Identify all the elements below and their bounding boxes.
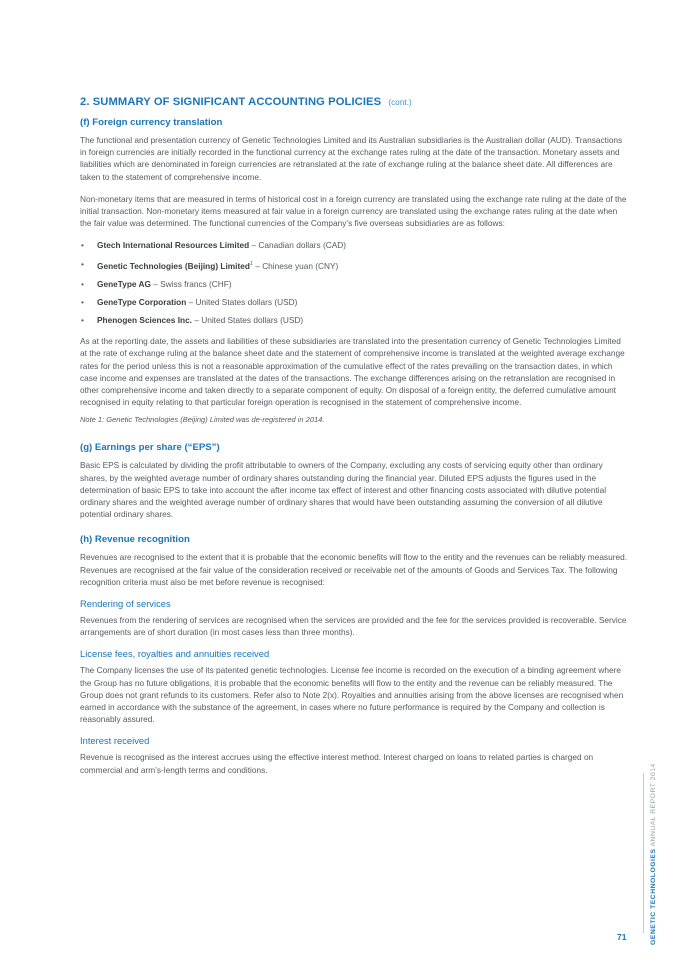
eps-paragraph: Basic EPS is calculated by dividing the profit attributable to owners of the Company, excluding any costs of servicing equity other than ordinary shares, by the weighted average number of ordinary shares outstanding during the financial year. Diluted EPS adjusts the figures used in the determination of basic EPS to take into account the after income tax effect of interest and other financing costs associated with dilutive potential ordinary shares and the weighted average number of ordinary shares that would have been outstanding assuming the conversion of all dilutive potential ordinary shares. (80, 460, 607, 520)
heading-revenue-recognition: (h) Revenue recognition (80, 534, 190, 546)
foreign-currency-paragraph-1: The functional and presentation currency of Genetic Technologies Limited and its Australian subsidiaries is the Australian dollar (AUD). Transactions in foreign currencies are initially recorded in the functional currency at the exchange rates ruling at the date of the transaction. Monetary assets and liabilities which are denominated in foreign currencies are retranslated at the rate of exchange ruling at the balance sheet date. All differences are taken to the statement of comprehensive income. (80, 135, 623, 182)
subsidiary-currency: – Swiss francs (CHF) (150, 278, 232, 289)
list-item (80, 278, 628, 290)
subsidiary-name: GeneType Corporation (97, 296, 187, 307)
section-title (80, 96, 628, 108)
license-paragraph: The Company licenses the use of its patented genetic technologies. License fee income is recorded on the execution of a binding agreement where the Group has no future obligations, it is probable that the economic benefits will flow to the entity and the revenue can be reliably measured. The Group does not grant refunds to its customers. Refer also to Note 2(x). Royalties and annuities arising from the above licenses are recognised when earned in accordance with the substance of the agreement, in cases where no future performance is required by the Company and collection is reasonably assured. (80, 665, 624, 725)
subsidiary-name: GeneType AG (97, 278, 151, 289)
footnote: Note 1: Genetic Technologies (Beijing) Limited was de-registered in 2014. (80, 415, 325, 425)
heading-foreign-currency: (f) Foreign currency translation (80, 117, 223, 128)
heading-license-fees: License fees, royalties and annuities received (80, 648, 270, 660)
heading-interest-received: Interest received (80, 735, 150, 747)
subsidiary-currency: – Canadian dollars (CAD) (249, 240, 346, 251)
subsidiary-name: Phenogen Sciences Inc. (97, 315, 192, 325)
list-item (80, 258, 628, 272)
footnote-marker: 1 (249, 260, 253, 267)
foreign-currency-paragraph-3: As at the reporting date, the assets and liabilities of these subsidiaries are translated into the presentation currency of Genetic Technologies Limited at the rate of exchange ruling at the balance sheet date and the statement of comprehensive income is translated at the weighted average exchange rates for the period unless this is not a reasonable approximation of the cumulative effect of the rates prevailing on the transaction dates, in which case income and expenses are translated at the dates of the transactions. The exchange differences arising on the retranslation are recognised in other comprehensive income and taken directly to a separate component of equity. On disposal of a foreign entity, the deferred cumulative amount recognised in equity relating to that particular foreign operation is recognised in the statement of comprehensive income. (80, 336, 625, 408)
foreign-currency-paragraph-2: Non-monetary items that are measured in terms of historical cost in a foreign currency are translated using the exchange rate ruling at the date of the initial transaction. Non-monetary items measured at fair value in a foreign currency are translated using the exchange rates ruling at the date when the fair value was determined. The functional currencies of the Company’s five overseas subsidiaries are as follows: (80, 193, 627, 229)
subsidiary-currency: – United States dollars (USD) (186, 296, 298, 307)
revenue-paragraph: Revenues are recognised to the extent that it is probable that the economic benefits will flow to the entity and the revenues can be reliably measured. Revenues are recognised at the fair value of the consideration received or receivable net of the amounts of Goods and Services Tax. The following recognition criteria must also be met before revenue is recognised: (80, 552, 627, 587)
list-item (80, 296, 628, 308)
heading-eps: (g) Earnings per share (“EPS”) (80, 442, 220, 454)
subsidiary-currency: – Chinese yuan (CNY) (252, 260, 339, 271)
page-content (80, 96, 628, 786)
heading-rendering-services: Rendering of services (80, 598, 171, 610)
section-title-text: 2. SUMMARY OF SIGNIFICANT ACCOUNTING POLICIES (80, 96, 382, 108)
subsidiary-name: Gtech International Resources Limited (97, 240, 250, 251)
subsidiary-currency: – United States dollars (USD) (192, 315, 304, 325)
list-item (80, 314, 628, 326)
company-name: GENETIC TECHNOLOGIES (650, 848, 657, 945)
list-item (80, 239, 628, 251)
side-divider (643, 773, 644, 933)
continued-label: (cont.) (388, 98, 412, 107)
services-paragraph: Revenues from the rendering of services are recognised when the services are provided and the fee for the services provided is recoverable. Service arrangements are of short duration (in most cases less than three months). (80, 615, 627, 638)
side-footer (650, 763, 657, 945)
page-number: 71 (617, 932, 627, 942)
subsidiary-list (80, 239, 628, 326)
subsidiary-name: Genetic Technologies (Beijing) Limited (97, 260, 250, 271)
report-name: ANNUAL REPORT 2014 (650, 763, 657, 847)
interest-paragraph: Revenue is recognised as the interest accrues using the effective interest method. Interest charged on loans to related parties is charged on commercial and arm’s-length terms and conditions. (80, 752, 594, 775)
